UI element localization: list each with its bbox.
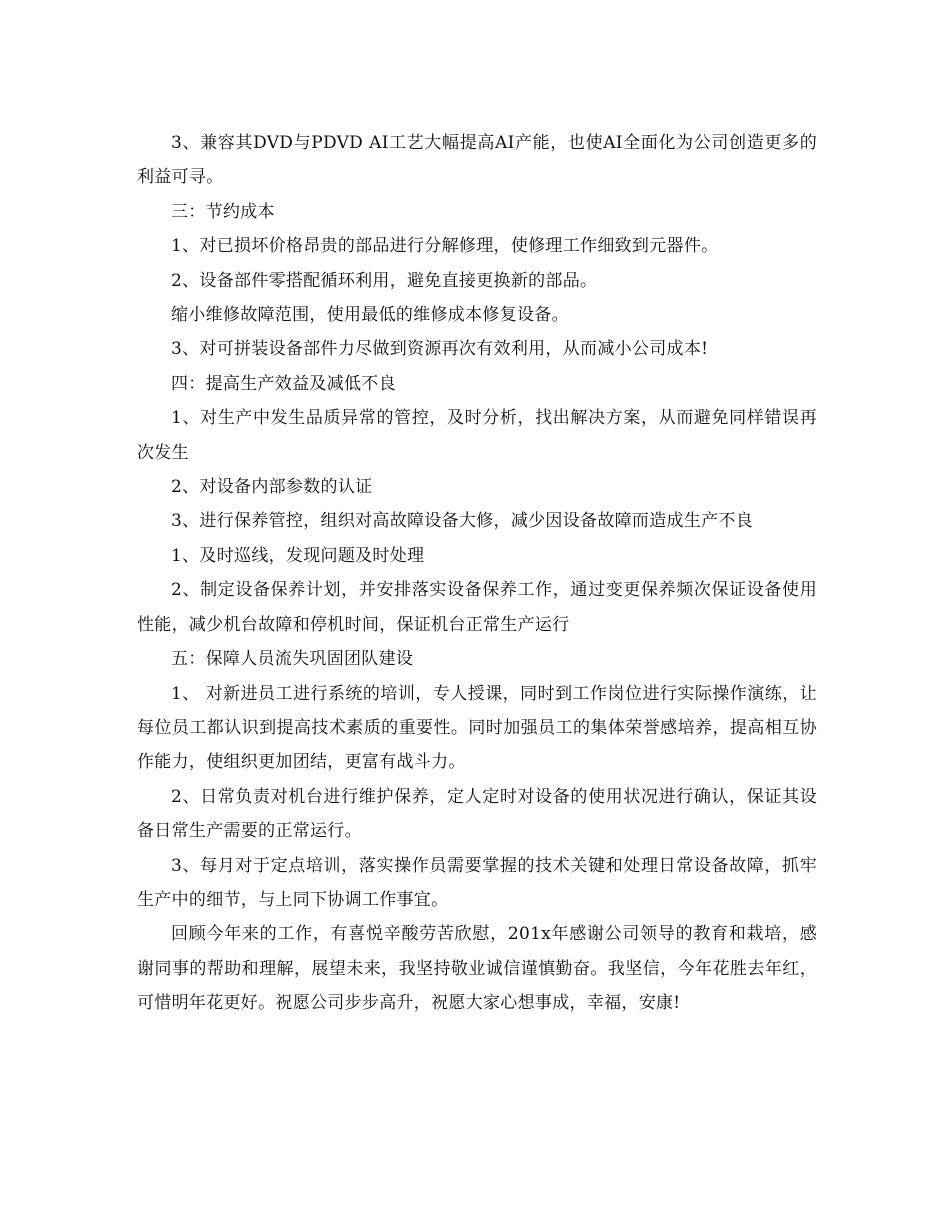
paragraph: 3、对可拼装设备部件力尽做到资源再次有效利用，从而减小公司成本! bbox=[171, 339, 709, 360]
paragraph: 2、日常负责对机台进行维护保养，定人定时对设备的使用状况进行确认，保证其设备日常生产需要的正常运行。 bbox=[137, 786, 817, 842]
paragraph: 3、进行保养管控，组织对高故障设备大修，减少因设备故障而造成生产不良 bbox=[171, 511, 754, 532]
paragraph: 2、制定设备保养计划，并安排落实设备保养工作，通过变更保养频次保证设备使用性能，减少机台故障和停机时间，保证机台正常生产运行 bbox=[137, 580, 817, 635]
document-body bbox=[137, 126, 817, 1021]
paragraph: 1、及时巡线，发现问题及时处理 bbox=[171, 545, 425, 566]
paragraph: 缩小维修故障范围，使用最低的维修成本修复设备。 bbox=[171, 305, 569, 326]
section-heading-team-building: 五：保障人员流失巩固团队建设 bbox=[171, 649, 414, 670]
paragraph: 1、 对新进员工进行系统的培训，专人授课，同时到工作岗位进行实际操作演练，让每位员工都认识到提高技术素质的重要性。同时加强员工的集体荣誉感培养，提高相互协作能力，使组织更加团结，更富有战斗力。 bbox=[137, 683, 817, 773]
paragraph: 2、设备部件零搭配循环利用，避免直接更换新的部品。 bbox=[171, 270, 598, 291]
paragraph: 3、每月对于定点培训，落实操作员需要掌握的技术关键和处理日常设备故障，抓牢生产中的细节，与上同下协调工作事宜。 bbox=[137, 855, 817, 910]
closing-paragraph: 回顾今年来的工作，有喜悦辛酸劳苦欣慰，201x年感谢公司领导的教育和栽培，感谢同事的帮助和理解，展望未来，我坚持敬业诚信谨慎勤奋。我坚信，今年花胜去年红，可惜明年花更好。祝愿公司步步高升，祝愿大家心想事成，幸福，安康! bbox=[137, 924, 817, 1014]
section-heading-cost-saving: 三：节约成本 bbox=[171, 201, 275, 222]
paragraph: 1、对已损坏价格昂贵的部品进行分解修理，使修理工作细致到元器件。 bbox=[171, 236, 719, 257]
paragraph: 2、对设备内部参数的认证 bbox=[171, 477, 373, 498]
section-heading-production-efficiency: 四：提高生产效益及减低不良 bbox=[171, 373, 396, 394]
paragraph: 3、兼容其DVD与PDVD AI工艺大幅提高AI产能，也使AI全面化为公司创造更多的利益可寻。 bbox=[137, 133, 817, 188]
paragraph: 1、对生产中发生品质异常的管控，及时分析，找出解决方案，从而避免同样错误再次发生 bbox=[137, 408, 817, 463]
